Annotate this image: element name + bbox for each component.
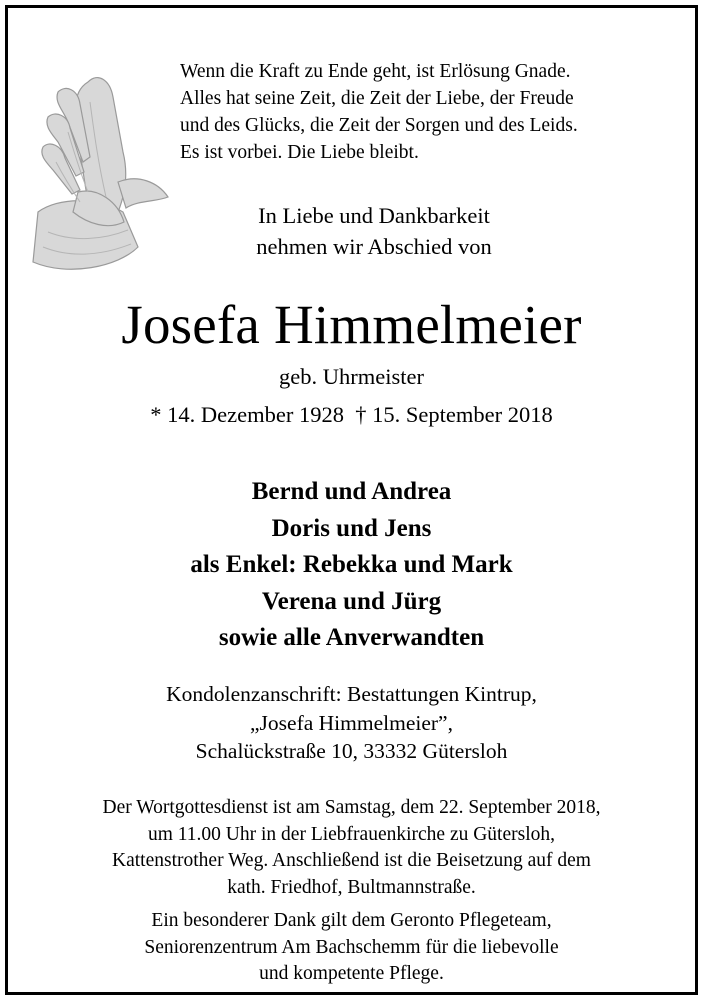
thanks-note [0,908,703,988]
praying-hands-icon [28,62,188,287]
birth-name: geb. Uhrmeister [279,364,424,389]
deceased-name: Josefa Himmelmeier [121,294,582,355]
service-line: kath. Friedhof, Bultmannstraße. [227,876,476,898]
service-line: Der Wortgottesdienst ist am Samstag, dem 22. September 2018, [102,797,601,818]
poem-line: Alles hat seine Zeit, die Zeit der Liebe, der Freude [180,88,574,109]
service-info [0,795,703,901]
thanks-line: Ein besonderer Dank gilt dem Geronto Pflegeteam, [151,910,552,931]
poem-line: Wenn die Kraft zu Ende geht, ist Erlösung Gnade. [180,61,571,82]
condolence-address [0,680,703,766]
thanks-line: und kompetente Pflege. [259,963,444,984]
mourner-line: Verena und Jürg [261,587,442,615]
poem [180,58,690,166]
service-line: um 11.00 Uhr in der Liebfrauenkirche zu Gütersloh, [147,823,556,845]
mourner-line: sowie alle Anverwandten [218,624,485,651]
address-line: Schalückstraße 10, 33332 Gütersloh [195,739,508,763]
mourner-line: als Enkel: Rebekka und Mark [190,551,513,578]
thanks-line: Seniorenzentrum Am Bachschemm für die liebevolle [144,936,559,958]
life-dates: * 14. Dezember 1928 † 15. September 2018 [150,402,553,427]
mourner-line: Doris und Jens [271,514,432,542]
poem-line: und des Glücks, die Zeit der Sorgen und des Leids. [180,115,578,136]
mourners-list [0,474,703,657]
intro-line: In Liebe und Dankbarkeit [258,203,490,228]
mourner-line: Bernd und Andrea [251,478,452,505]
farewell-intro [212,200,536,262]
address-line: „Josefa Himmelmeier”, [250,710,453,735]
poem-line: Es ist vorbei. Die Liebe bleibt. [180,142,419,163]
address-line: Kondolenzanschrift: Bestattungen Kintrup, [166,682,537,706]
intro-line: nehmen wir Abschied von [256,234,492,259]
service-line: Kattenstrother Weg. Anschließend ist die Beisetzung auf dem [112,850,591,871]
